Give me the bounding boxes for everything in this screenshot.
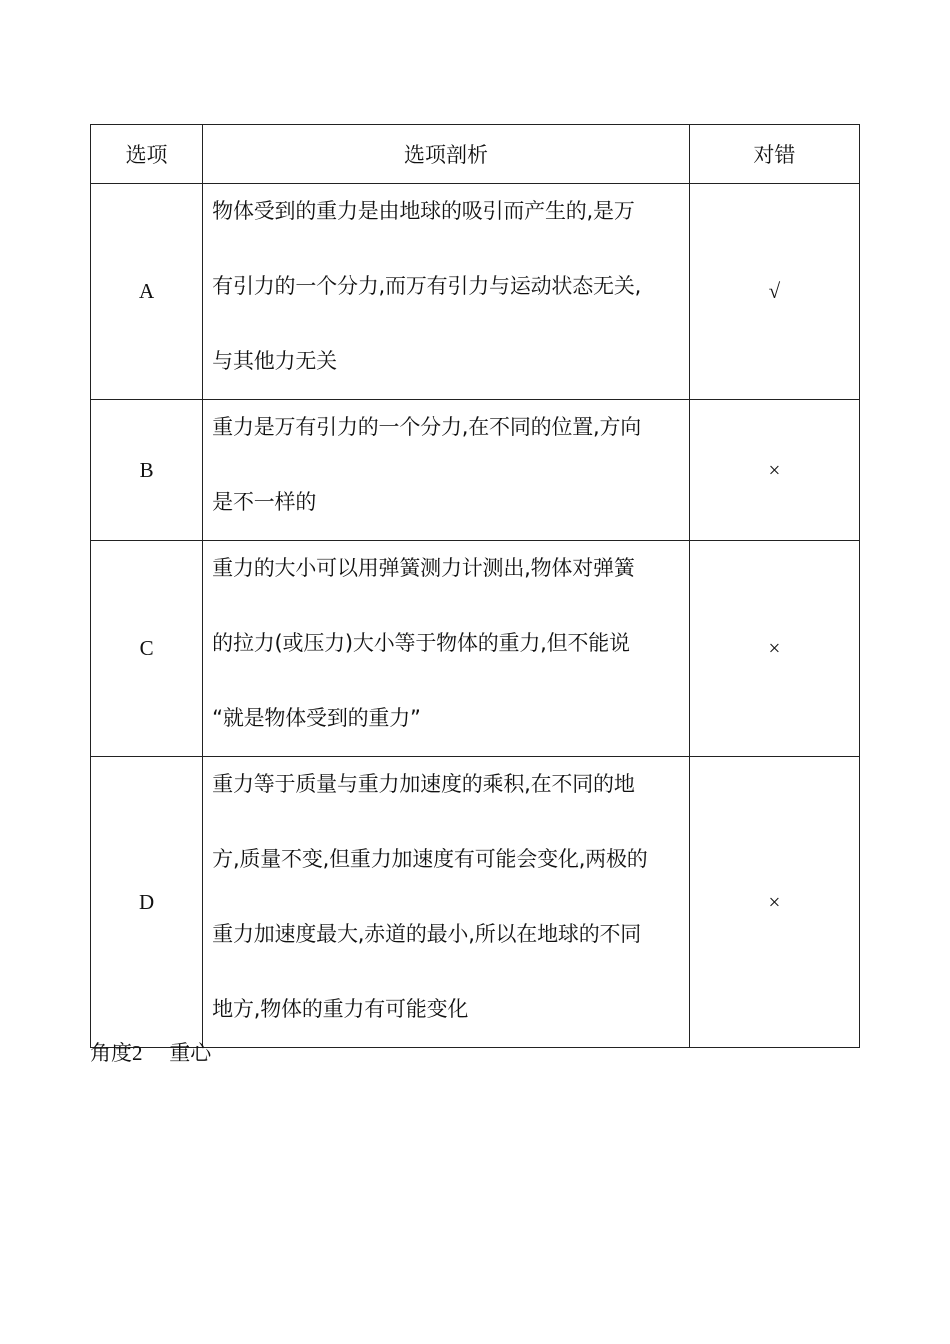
verdict-mark: × [689,757,859,1048]
analysis-table [90,124,860,1048]
header-analysis: 选项剖析 [203,125,690,184]
analysis-line: 重力的大小可以用弹簧测力计测出,物体对弹簧 [212,556,635,580]
section-topic: 重心 [169,1041,212,1065]
verdict-mark: × [689,400,859,541]
analysis-cell [203,184,690,400]
analysis-line: 地方,物体的重力有可能变化 [212,997,469,1021]
analysis-line: 的拉力(或压力)大小等于物体的重力,但不能说 [212,631,630,655]
section-number: 2 [132,1041,143,1065]
analysis-line: 是不一样的 [212,490,317,514]
header-verdict: 对错 [689,125,859,184]
analysis-line: 方,质量不变,但重力加速度有可能会变化,两极的 [212,847,648,871]
option-label: D [91,757,203,1048]
analysis-line: 重力等于质量与重力加速度的乘积,在不同的地 [212,772,635,796]
option-label: B [91,400,203,541]
option-label: C [91,541,203,757]
analysis-line: 物体受到的重力是由地球的吸引而产生的,是万 [212,199,635,223]
table-row [91,541,860,757]
section-heading [90,1037,211,1067]
analysis-line: 重力是万有引力的一个分力,在不同的位置,方向 [212,415,642,439]
table-row [91,400,860,541]
verdict-mark: × [689,541,859,757]
analysis-line: 有引力的一个分力,而万有引力与运动状态无关, [212,274,642,298]
table-row [91,757,860,1048]
analysis-cell [203,400,690,541]
analysis-line: “就是物体受到的重力” [212,706,421,730]
analysis-line: 与其他力无关 [212,349,337,373]
verdict-mark: √ [689,184,859,400]
header-option: 选项 [91,125,203,184]
option-label: A [91,184,203,400]
analysis-line: 重力加速度最大,赤道的最小,所以在地球的不同 [212,922,642,946]
analysis-cell [203,757,690,1048]
table-row [91,184,860,400]
analysis-cell [203,541,690,757]
section-prefix: 角度 [90,1041,132,1065]
